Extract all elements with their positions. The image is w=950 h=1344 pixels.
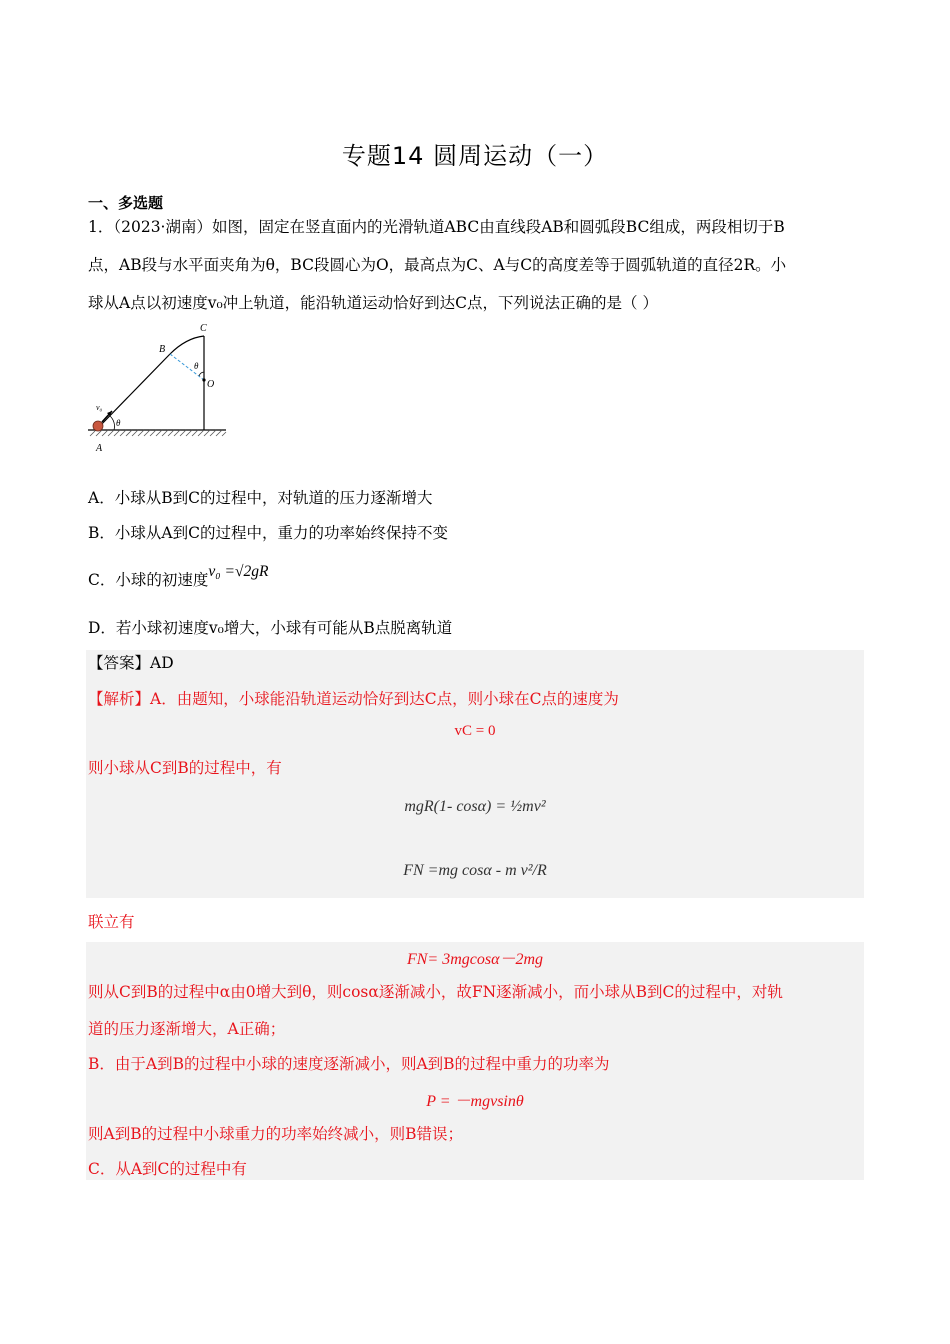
analysis-line-a3: 联立有 [88, 913, 135, 931]
label-theta-bottom: θ [116, 418, 121, 428]
center-o-dot [202, 378, 205, 381]
label-b: B [159, 344, 166, 355]
option-c-text: C．小球的初速度 [88, 571, 209, 589]
track-diagram [86, 318, 236, 458]
question-line-3: 球从A点以初速度v₀冲上轨道，能沿轨道运动恰好到达C点，下列说法正确的是（ ） [88, 294, 658, 312]
equation-1: mgR(1- cosα) = ½mv² [404, 798, 546, 815]
equation-3: FN= 3mgcosα－2mg [406, 951, 544, 968]
analysis-line-a1 [88, 688, 619, 710]
angle-arc-top [199, 372, 204, 376]
analysis-line-a4: 则从C到B的过程中α由0增大到θ，则cosα逐渐减小，故FN逐渐减小，而小球从B到C的过程中，对轨 [88, 983, 783, 1001]
incline-ab [98, 354, 170, 428]
option-b: B．小球从A到C的过程中，重力的功率始终保持不变 [88, 524, 448, 542]
radius-ob [170, 354, 204, 380]
section-heading: 一、多选题 [88, 194, 164, 212]
analysis-label: 【解析】 [88, 690, 151, 708]
option-c [88, 563, 269, 592]
analysis-line-b2: 则A到B的过程中小球重力的功率始终减小，则B错误； [88, 1125, 463, 1143]
analysis-line-c1: C．从A到C的过程中有 [88, 1160, 247, 1178]
option-d: D．若小球初速度v₀增大，小球有可能从B点脱离轨道 [88, 619, 453, 637]
ground-hatching [90, 430, 226, 436]
answer-label: 【答案】AD [88, 654, 174, 672]
analysis-a1-text: A．由题知，小球能沿轨道运动恰好到达C点，则小球在C点的速度为 [150, 690, 619, 708]
option-c-formula: v₀ =√2gR [208, 563, 269, 580]
label-a: A [96, 443, 103, 454]
question-line-1: 1．（2023·湖南）如图，固定在竖直面内的光滑轨道ABC由直线段AB和圆弧段BC组成，两段相切于B [88, 218, 785, 236]
label-v0: v₀ [96, 403, 103, 412]
option-a: A．小球从B到C的过程中，对轨道的压力逐渐增大 [88, 489, 433, 507]
label-c: C [200, 323, 207, 334]
page-title: 专题14 圆周运动（一） [341, 142, 609, 170]
ball [93, 421, 103, 431]
equation-4: P = －mgvsinθ [426, 1093, 524, 1110]
analysis-line-b1: B．由于A到B的过程中小球的速度逐渐减小，则A到B的过程中重力的功率为 [88, 1055, 610, 1073]
analysis-line-a5: 道的压力逐渐增大，A正确； [88, 1020, 286, 1038]
angle-arc-bottom [110, 416, 115, 430]
equation-vc: vC = 0 [454, 723, 496, 739]
arc-bc [170, 336, 204, 354]
question-line-2: 点，AB段与水平面夹角为θ，BC段圆心为O，最高点为C、A与C的高度差等于圆弧轨道的直径2R。小 [88, 256, 787, 274]
label-o: O [207, 379, 215, 390]
equation-2: FN =mg cosα - m v²/R [403, 862, 547, 879]
label-theta-top: θ [194, 361, 199, 371]
analysis-line-a2: 则小球从C到B的过程中，有 [88, 759, 282, 777]
